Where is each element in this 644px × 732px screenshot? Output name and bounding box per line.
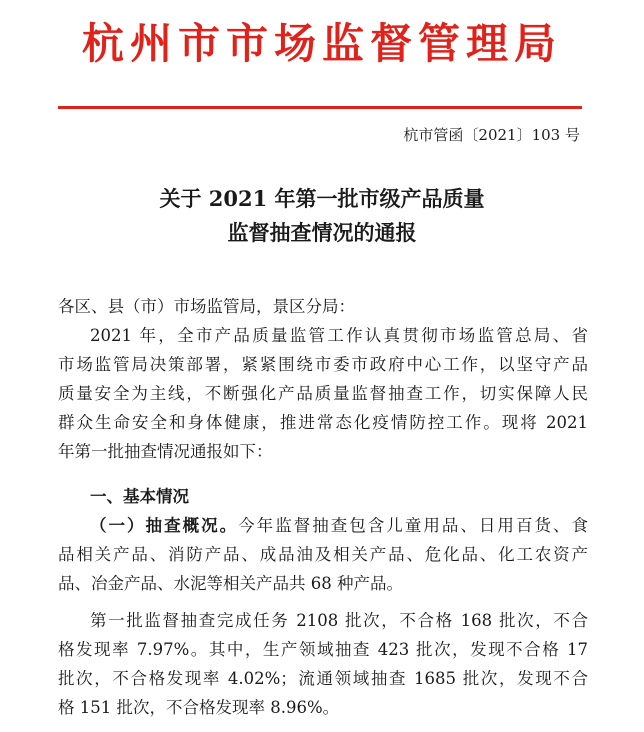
red-header-rule [58,106,582,109]
subheading-inline: （一）抽查概况。 [90,516,239,535]
org-title: 杭州市市场监督管理局 [81,19,562,68]
salutation-text: 各区、县（市）市场监管局，景区分局： [58,297,355,316]
paragraph-line: 质量安全为主线，不断强化产品质量监督抽查工作，切实保障人民 [58,384,588,403]
paragraph-line-text: 今年监督抽查包含儿童用品、日用百货、食 [238,516,589,535]
section-heading-basic-situation [58,482,588,511]
paragraph-line: 年第一批抽查情况通报如下： [58,442,273,461]
paragraph-intro [58,321,588,466]
paragraph-overview [58,511,588,598]
section-heading-text: 一、基本情况 [90,487,189,506]
paragraph-statistics [58,606,588,722]
paragraph-line: 品、冶金产品、水泥等相关产品共 68 种产品。 [58,574,403,593]
paragraph-line: 格 151 批次，不合格发现率 8.96%。 [58,698,340,717]
paragraph-line: 2021 年，全市产品质量监管工作认真贯彻市场监管总局、省 [90,326,588,345]
paragraph-line [58,511,588,540]
paragraph-line: 群众生命安全和身体健康，推进常态化疫情防控工作。现将 2021 [58,413,588,432]
salutation [58,292,588,321]
paragraph-line: 市场监管局决策部署，紧紧围绕市委市政府中心工作，以坚守产品 [58,355,588,374]
document-title-line-2: 监督抽查情况的通报 [227,220,417,245]
document-number: 杭市管函〔2021〕103 号 [403,126,580,144]
paragraph-line: 格发现率 7.97%。其中，生产领域抽查 423 批次，发现不合格 17 [58,640,588,659]
paragraph-line: 批次，不合格发现率 4.02%；流通领域抽查 1685 批次，发现不合 [58,669,588,688]
document-title-line-1: 关于 2021 年第一批市级产品质量 [159,186,485,211]
paragraph-line: 第一批监督抽查完成任务 2108 批次，不合格 168 批次，不合 [90,611,588,630]
paragraph-line: 品相关产品、消防产品、成品油及相关产品、危化品、化工农资产 [58,545,588,564]
